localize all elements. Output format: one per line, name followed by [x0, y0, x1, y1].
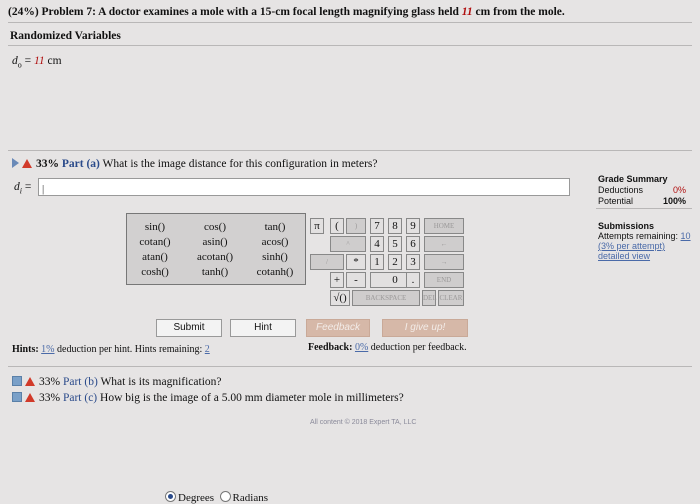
acos-button[interactable]: acos() [261, 236, 289, 248]
sinh-button[interactable]: sinh() [262, 251, 288, 263]
potential-label: Potential [598, 196, 634, 206]
deductions-value: 0% [672, 185, 686, 195]
warning-icon [25, 377, 35, 386]
randomized-variables-heading: Randomized Variables [10, 30, 121, 42]
key-8[interactable]: 8 [388, 218, 402, 234]
minus-key[interactable]: - [346, 272, 366, 288]
key-0[interactable]: 0 [370, 272, 420, 288]
sin-button[interactable]: sin() [144, 221, 166, 233]
hint-button[interactable]: Hint [230, 319, 296, 337]
feedback-button[interactable]: Feedback [306, 319, 370, 337]
divider [8, 366, 692, 367]
part-c-question[interactable]: 33% Part (c) How big is the image of a 5.00 mm diameter mole in millimeters? [12, 392, 404, 404]
key-7[interactable]: 7 [370, 218, 384, 234]
tan-button[interactable]: tan() [264, 221, 286, 233]
feedback-info: Feedback: 0% deduction per feedback. [308, 342, 467, 353]
divider [8, 45, 692, 46]
degrees-label: Degrees [178, 492, 215, 504]
key-5[interactable]: 5 [388, 236, 402, 252]
plus-key[interactable]: + [330, 272, 344, 288]
feedback-deduction-link[interactable]: 0% [354, 342, 369, 353]
tanh-button[interactable]: tanh() [201, 266, 229, 278]
decimal-key[interactable]: . [406, 272, 420, 288]
sqrt-key[interactable]: √() [330, 290, 350, 306]
answer-input[interactable]: | [38, 178, 570, 196]
atan-button[interactable]: atan() [142, 251, 168, 263]
attempts-remaining[interactable]: 10 [680, 231, 691, 241]
divider [596, 208, 692, 209]
answer-label: $d_i$ = [14, 181, 32, 196]
hints-info: Hints: 1% deduction per hint. Hints remaining: 2 [12, 344, 210, 355]
multiply-key[interactable]: * [346, 254, 366, 270]
pi-key[interactable]: π [310, 218, 324, 234]
hints-remaining[interactable]: 2 [204, 344, 210, 355]
submissions-title: Submissions [598, 221, 655, 231]
expand-icon[interactable] [12, 392, 22, 402]
left-arrow-key[interactable]: ← [424, 236, 464, 252]
part-a-question: 33% Part (a) What is the image distance for this configuration in meters? [12, 158, 378, 170]
play-icon[interactable] [12, 158, 19, 168]
key-9[interactable]: 9 [406, 218, 420, 234]
backspace-key[interactable]: BACKSPACE [352, 290, 420, 306]
angle-mode [165, 491, 268, 504]
copyright-footer: All content © 2018 Expert TA, LLC [310, 419, 417, 426]
deductions-label: Deductions [598, 185, 644, 195]
grade-summary-title: Grade Summary [598, 174, 668, 184]
divider [8, 150, 692, 151]
divider [8, 22, 692, 23]
key-2[interactable]: 2 [388, 254, 402, 270]
cotan-button[interactable]: cotan() [139, 236, 171, 248]
problem-title: (24%) Problem 7: A doctor examines a mole with a 15-cm focal length magnifying glass held 11 cm from the mole. [8, 6, 565, 18]
detailed-view-link[interactable]: detailed view [598, 251, 651, 261]
asin-button[interactable]: asin() [202, 236, 228, 248]
key-3[interactable]: 3 [406, 254, 420, 270]
del-key[interactable]: DEL [422, 290, 436, 306]
per-attempt-link[interactable]: (3% per attempt) [598, 241, 666, 251]
part-b-question[interactable]: 33% Part (b) What is its magnification? [12, 376, 222, 388]
right-arrow-key[interactable]: → [424, 254, 464, 270]
warning-icon [22, 159, 32, 168]
end-key[interactable]: END [424, 272, 464, 288]
cotanh-button[interactable]: cotanh() [256, 266, 294, 278]
close-paren-key[interactable]: ) [346, 218, 366, 234]
e-power-key[interactable]: ^ [330, 236, 366, 252]
acotan-button[interactable]: acotan() [196, 251, 234, 263]
warning-icon [25, 393, 35, 402]
hint-deduction-link[interactable]: 1% [41, 344, 55, 355]
submit-button[interactable]: Submit [156, 319, 222, 337]
divide-key[interactable]: / [310, 254, 344, 270]
cos-button[interactable]: cos() [204, 221, 226, 233]
degrees-radio[interactable] [165, 491, 176, 502]
expand-icon[interactable] [12, 376, 22, 386]
open-paren-key[interactable]: ( [330, 218, 344, 234]
randomized-variable-do: $d_o = 11$ cm [12, 55, 62, 70]
submissions-panel: Submissions Attempts remaining: 10 (3% per attempt) detailed view [598, 221, 691, 261]
key-4[interactable]: 4 [370, 236, 384, 252]
grade-summary [598, 174, 686, 207]
key-1[interactable]: 1 [370, 254, 384, 270]
cosh-button[interactable]: cosh() [141, 266, 169, 278]
home-key[interactable]: HOME [424, 218, 464, 234]
key-6[interactable]: 6 [406, 236, 420, 252]
radians-label: Radians [232, 492, 268, 504]
title-variable-value: 11 [461, 6, 473, 18]
give-up-button[interactable]: I give up! [382, 319, 468, 337]
clear-key[interactable]: CLEAR [438, 290, 464, 306]
radians-radio[interactable] [220, 491, 231, 502]
potential-value: 100% [662, 196, 686, 206]
